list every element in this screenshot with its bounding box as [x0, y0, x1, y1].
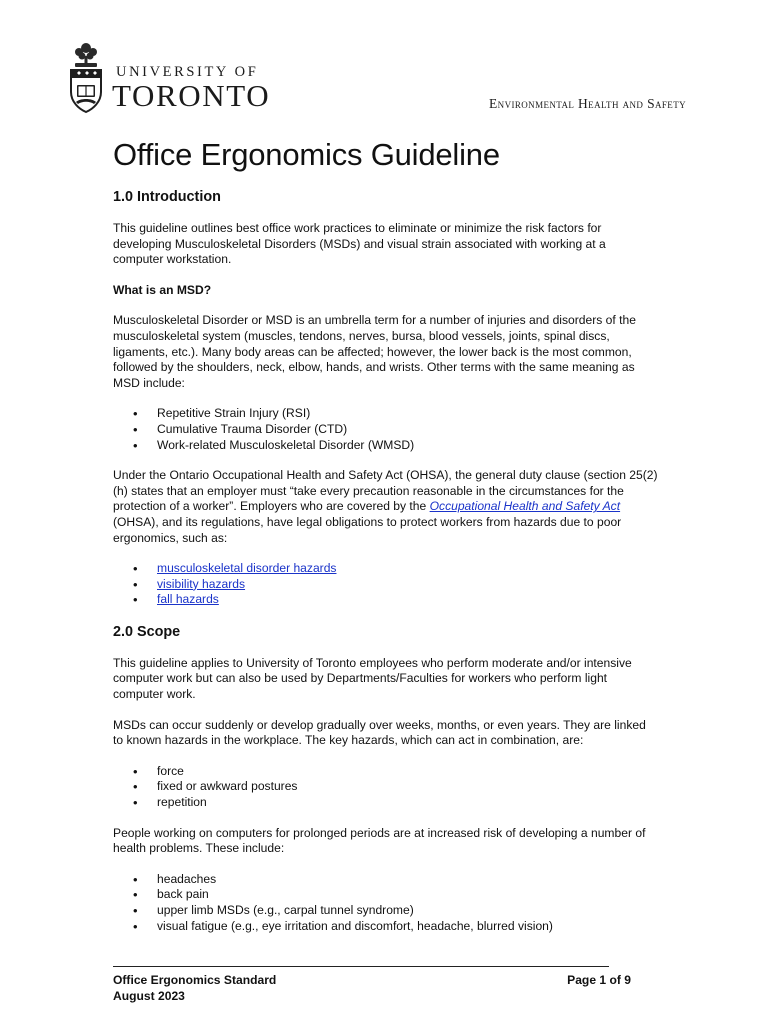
page-footer — [113, 966, 631, 1004]
list-item: • upper limb MSDs (e.g., carpal tunnel syndrome) — [157, 903, 658, 919]
key-hazards-list — [113, 764, 658, 811]
intro-heading: 1.0 Introduction — [113, 189, 221, 205]
msd-subheading: What is an MSD? — [113, 282, 212, 297]
university-crest-logo — [66, 40, 106, 114]
scope-heading: 2.0 Scope — [113, 623, 181, 640]
list-item — [157, 577, 658, 593]
list-item: • visual fatigue (e.g., eye irritation and discomfort, headache, blurred vision) — [157, 919, 658, 935]
list-item: • back pain — [157, 887, 658, 903]
department-name: Environmental Health and Safety — [489, 96, 686, 111]
msd-hazards-link[interactable]: musculoskeletal disorder hazards — [157, 561, 337, 576]
footer-document-name: Office Ergonomics Standard — [113, 973, 277, 987]
msd-definition-paragraph: Musculoskeletal Disorder or MSD is an umbrella term for a number of injuries and disorders of the musculoskeletal system (muscles, tendons, nerves, bursa, blood vessels, joints, spinal discs, ligaments, etc.). Many body areas can be affected; however, the lower back is the most common, followed by the shoulders, neck, elbow, hands, and wrists. Other terms with the same meaning as MSD include: — [113, 313, 636, 390]
list-item: • Work-related Musculoskeletal Disorder (WMSD) — [157, 438, 658, 454]
footer-divider — [113, 966, 609, 967]
list-item: • fixed or awkward postures — [157, 779, 658, 795]
scope-paragraph: This guideline applies to University of Toronto employees who perform moderate and/or intensive computer work but can also be used by Departments/Faculties for workers who perform light computer work. — [113, 655, 632, 702]
health-problems-list — [113, 872, 658, 934]
list-item: • repetition — [157, 795, 658, 811]
ohsa-text-after: (OHSA), and its regulations, have legal obligations to protect workers from hazards due to poor ergonomics, such as: — [113, 514, 622, 545]
list-item: • Repetitive Strain Injury (RSI) — [157, 406, 658, 422]
list-item — [157, 592, 658, 608]
ohsa-act-link[interactable]: Occupational Health and Safety Act — [429, 499, 621, 514]
page-header — [0, 0, 768, 120]
footer-date: August 2023 — [113, 988, 185, 1003]
msd-terms-list — [113, 406, 658, 453]
intro-paragraph: This guideline outlines best office work practices to eliminate or minimize the risk factors for developing Musculoskeletal Disorders (MSDs) and visual strain associated with working at a computer workstation. — [113, 221, 606, 267]
list-item: • force — [157, 764, 658, 780]
toronto-wordmark: TORONTO — [112, 78, 271, 113]
hazard-links-list — [113, 561, 658, 608]
list-item: • Cumulative Trauma Disorder (CTD) — [157, 422, 658, 438]
list-item: • headaches — [157, 872, 658, 888]
footer-page-number: Page 1 of 9 — [567, 973, 631, 987]
ohsa-text-before: Under the Ontario Occupational Health and Safety Act (OHSA), the general duty clause (section 25(2)(h) states that an employer must “take every precaution reasonable in the circumstances for the protection of a worker”. Employers who are covered by the — [113, 468, 658, 514]
document-body — [113, 138, 658, 949]
ohsa-paragraph — [113, 468, 658, 546]
msd-occurrence-paragraph: MSDs can occur suddenly or develop gradually over weeks, months, or even years. They are linked to known hazards in the workplace. The key hazards, which can act in combination, are: — [113, 717, 646, 748]
list-item — [157, 561, 658, 577]
page-title: Office Ergonomics Guideline — [113, 137, 500, 172]
health-problems-paragraph: People working on computers for prolonged periods are at increased risk of developing a number of health problems. These include: — [113, 825, 646, 856]
fall-hazards-link[interactable]: fall hazards — [157, 592, 219, 607]
visibility-hazards-link[interactable]: visibility hazards — [157, 576, 246, 591]
university-of-text: UNIVERSITY OF — [116, 64, 259, 80]
